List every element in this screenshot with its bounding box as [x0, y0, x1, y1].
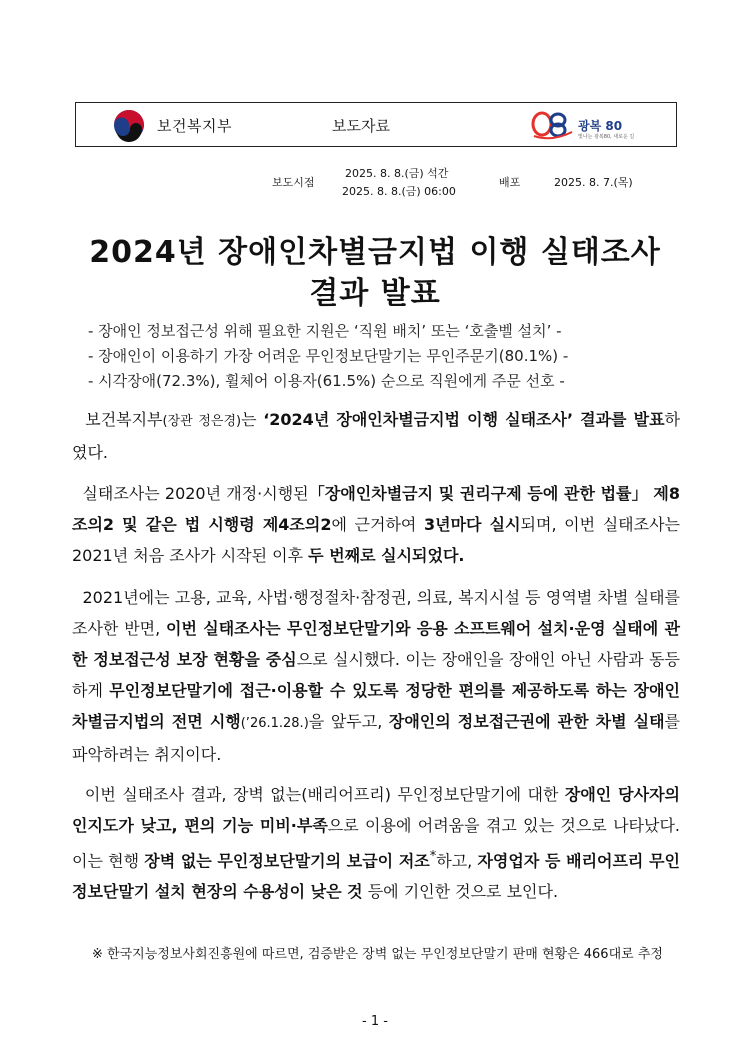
distribution-label: 배포 [499, 176, 521, 189]
taegeuk-logo-icon [112, 108, 146, 142]
liberation-80-subtext: 빛나는 광복80, 새로운 길 [578, 134, 635, 140]
summary-line-3: - 시각장애(72.3%), 휠체어 이용자(61.5%) 순으로 직원에게 주문 선호 - [88, 372, 565, 390]
ministry-name: 보건복지부 [157, 117, 232, 135]
page-title: 2024년 장애인차별금지법 이행 실태조사 [89, 235, 661, 270]
release-time-1: 2025. 8. 8.(금) 석간 [345, 167, 449, 180]
paragraph-1: 보건복지부(장관 정은경)는 ‘2024년 장애인차별금지법 이행 실태조사’ 결과를 발표하였다. [72, 410, 680, 462]
page-title-line2: 결과 발표 [309, 276, 441, 311]
liberation-80-text: 광복 80 [578, 119, 623, 133]
release-time-2: 2025. 8. 8.(금) 06:00 [342, 185, 456, 198]
liberation-80-logo-icon [528, 108, 576, 140]
summary-line-1: - 장애인 정보접근성 위해 필요한 지원은 ‘직원 배치’ 또는 ‘호출벨 설치’ - [88, 322, 562, 340]
footnote-mark: ※ [92, 947, 103, 962]
release-label: 보도시점 [272, 176, 315, 189]
paragraph-4: 이번 실태조사 결과, 장벽 없는(배리어프리) 무인정보단말기에 대한 장애인 당사자의 인지도가 낮고, 편의 기능 미비·부족으로 이용에 어려움을 겪고 있는 것으로 나타났다. 이는 현행 장벽 없는 무인정보단말기의 보급이 저조*하고, 자영업자 등 배리어프리 무인정보단말기 설치 현장의 수용성이 낮은 것 등에 기인한 것으로 보인다. [72, 785, 680, 902]
paragraph-2: 실태조사는 2020년 개정·시행된「장애인차별금지 및 권리구제 등에 관한 법률」 제8조의2 및 같은 법 시행령 제4조의2에 근거하여 3년마다 실시되며, 이번 실태조사는 2021년 처음 조사가 시작된 이후 두 번째로 실시되었다. [72, 484, 680, 565]
paragraph-3: 2021년에는 고용, 교육, 사법·행정절차·참정권, 의료, 복지시설 등 영역별 차별 실태를 조사한 반면, 이번 실태조사는 무인정보단말기와 응용 소프트웨어 설치·운영 실태에 관한 정보접근성 보장 현황을 중심으로 실시했다. 이는 장애인을 장애인 아닌 사람과 동등하게 무인정보단말기에 접근·이용할 수 있도록 정당한 편의를 제공하도록 하는 장애인차별금지법의 전면 시행(’26.1.28.)을 앞두고, 장애인의 정보접근권에 관한 차별 실태를 파악하려는 취지이다. [72, 588, 680, 764]
page-number: - 1 - [362, 1014, 388, 1029]
document-type: 보도자료 [332, 117, 390, 135]
summary-line-2: - 장애인이 이용하기 가장 어려운 무인정보단말기는 무인주문기(80.1%) - [88, 347, 569, 365]
footnote-text: 한국지능정보사회진흥원에 따르면, 검증받은 장벽 없는 무인정보단말기 판매 현황은 466대로 추정 [107, 947, 663, 962]
distribution-date: 2025. 8. 7.(목) [554, 176, 633, 189]
footnote [92, 944, 682, 966]
